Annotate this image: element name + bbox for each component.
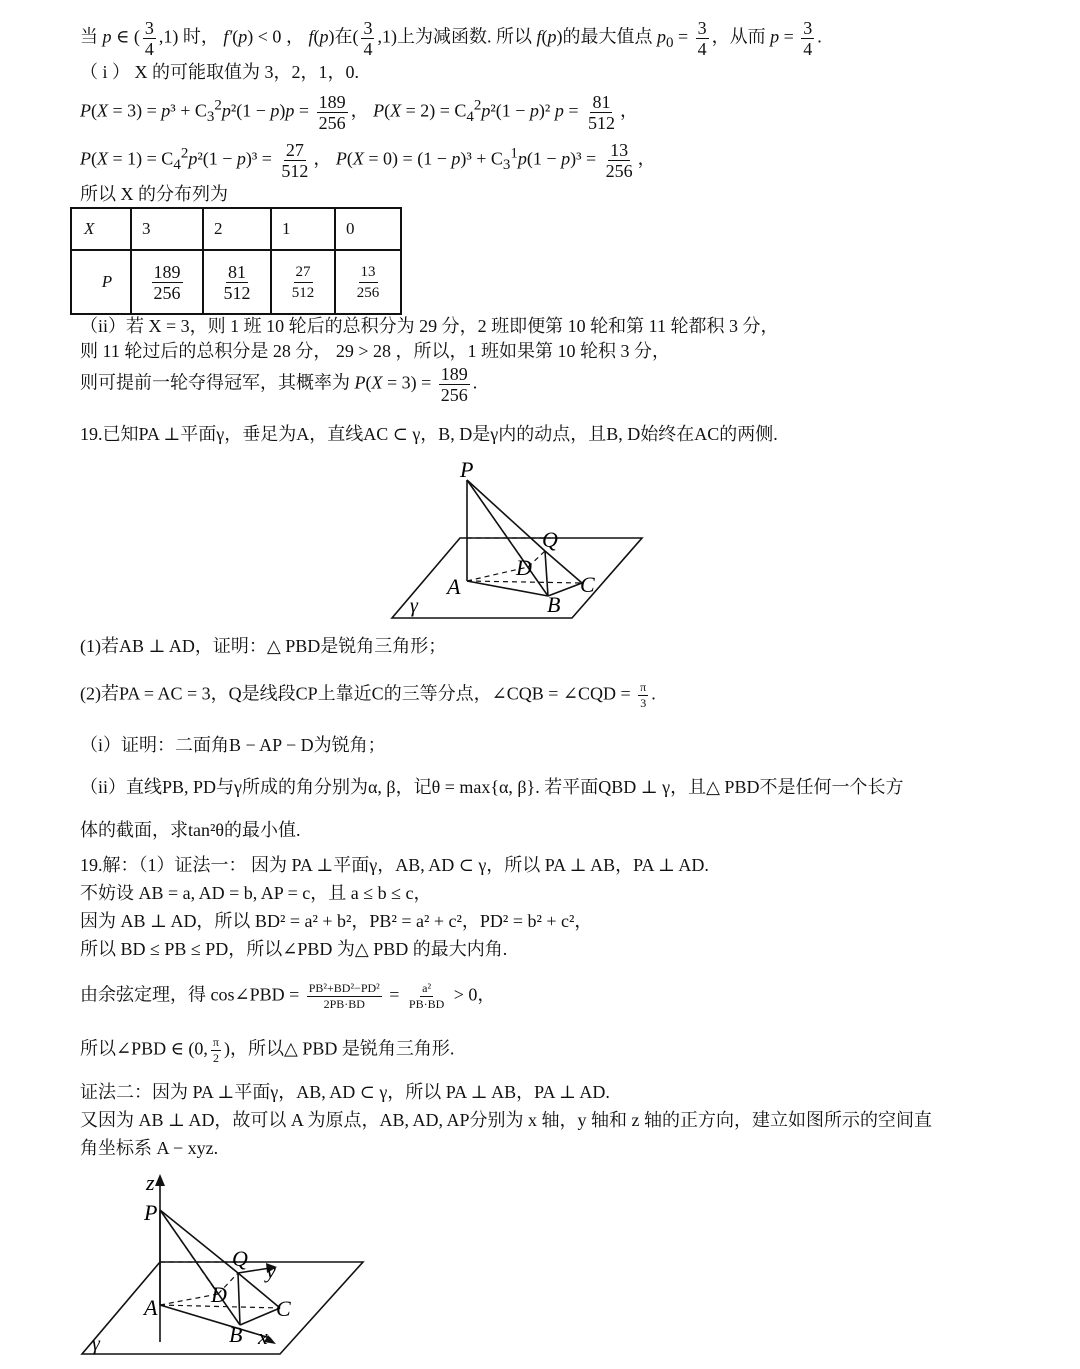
solution-line-1: 19.解：（1）证法一： 因为 PA ⊥平面γ，AB, AD ⊂ γ，所以 PA ⊥ AB，PA ⊥ AD. [80,855,709,875]
question-19-part-2-ii-a: （ii）直线PB, PD与γ所成的角分别为α, β，记θ = max{α, β}. 若平面QBD ⊥ γ，且△ PBD不是任何一个长方 [80,777,904,797]
question-19-stem: 19.已知PA ⊥平面γ，垂足为A，直线AC ⊂ γ，B, D是γ内的动点，且B, D始终在AC的两侧. [80,424,778,444]
values-line: （ i ） X 的可能取值为 3，2，1，0. [80,62,359,82]
distribution-table [70,207,402,315]
label-gamma: γ [410,595,418,617]
solution-line-2: 不妨设 AB = a, AD = b, AP = c，且 a ≤ b ≤ c， [80,883,432,903]
question-19-part-2-ii-b: 体的截面，求tan²θ的最小值. [80,820,301,840]
monotonic-line: 当 p ∈ ( $\frac{3}{4}$ ,1) 时， f′(p) < 0 ， f(p)在( $\frac{3}{4}$ ,1)上为减函数. 所以 f(p)的最大值点 $p_0$ = $\frac{3}{4}$ ，从而 p = $\frac{3}{4}$ . [80,18,822,59]
label-A: A [144,1295,158,1320]
question-19-part-2: (2)若PA = AC = 3，Q是线段CP上靠近C的三等分点，∠CQB = ∠CQD = $\frac{\pi}{3}$ . [80,680,656,710]
solution-angle-line: 所以∠PBD ∈ (0, $\frac{\pi}{2}$ )，所以△ PBD 是锐角三角形. [80,1035,455,1065]
label-D: D [516,555,532,580]
label-gamma: γ [92,1333,100,1355]
p-value: $\frac{13}{256}$ [335,250,401,314]
distribution-intro: 所以 X 的分布列为 [80,184,228,204]
solution-cosine-line: 由余弦定理，得 cos∠PBD = $\frac{\text{PB²+BD²−PD²}}{2PB\cdot BD}$ = $\frac{\text{a²}}{PB\cdot BD}$ > 0， [80,981,496,1011]
label-B: B [547,592,561,617]
prob-line-1: $P(X = 3) = p^3 + C_3^2p^2(1 - p)p$ = $\frac{189}{256}$ ， $P(X = 2) = C_4^2p^2(1 - p)^2$ p = $\frac{81}{512}$ ， [80,92,638,133]
solution-method-2-line-1: 证法二：因为 PA ⊥平面γ，AB, AD ⊂ γ，所以 PA ⊥ AB，PA ⊥ AD. [80,1082,610,1102]
question-19-part-2-i: （i）证明：二面角B − AP − D为锐角； [80,735,386,755]
label-C: C [580,572,595,597]
axis-y: y [266,1258,276,1283]
x-value: 2 [203,208,271,250]
x-value: 0 [335,208,401,250]
p-value: $\frac{189}{256}$ [131,250,203,314]
label-D: D [211,1282,227,1307]
part-ii-line-2: 则 11 轮过后的总积分是 28 分， 29 > 28 ，所以，1 班如果第 10 轮积 3 分， [80,341,670,361]
p-value: $\frac{27}{512}$ [271,250,335,314]
part-ii-line-1: （ii）若 X = 3，则 1 班 10 轮后的总积分为 29 分，2 班即便第 10 轮和第 11 轮都积 3 分， [80,316,779,336]
label-C: C [276,1296,291,1321]
label-Q: Q [542,527,558,552]
label-Q: Q [232,1246,248,1271]
x-header: X [71,208,131,250]
x-value: 1 [271,208,335,250]
prob-line-2: $P(X = 1) = C_4^2p^2(1 - p)^3$ = $\frac{27}{512}$ ， $P(X = 0) = (1 - p)^3 + C_3^1p(1 - p)^3$ = $\frac{13}{256}$ ， [80,140,656,181]
question-19-part-1: (1)若AB ⊥ AD，证明：△ PBD是锐角三角形； [80,636,447,656]
label-P: P [460,457,474,482]
x-value: 3 [131,208,203,250]
axis-z: z [146,1170,155,1195]
axis-x: x [258,1324,268,1349]
p-header: P [71,250,131,314]
label-B: B [229,1322,243,1347]
part-ii-line-3: 则可提前一轮夺得冠军，其概率为 P(X = 3) = $\frac{189}{256}$ . [80,364,478,405]
geometry-figure-1 [390,455,650,625]
label-P: P [144,1200,158,1225]
solution-line-3: 因为 AB ⊥ AD，所以 BD² = a² + b²，PB² = a² + c²，PD² = b² + c²， [80,911,593,931]
solution-line-4: 所以 BD ≤ PB ≤ PD，所以∠PBD 为△ PBD 的最大内角. [80,939,508,959]
solution-method-2-line-2: 又因为 AB ⊥ AD，故可以 A 为原点，AB, AD, AP分别为 x 轴，y 轴和 z 轴的正方向，建立如图所示的空间直 [80,1110,932,1130]
label-A: A [447,574,461,599]
geometry-figure-2 [80,1170,370,1360]
solution-method-2-line-3: 角坐标系 A − xyz. [80,1138,219,1158]
p-value: $\frac{81}{512}$ [203,250,271,314]
